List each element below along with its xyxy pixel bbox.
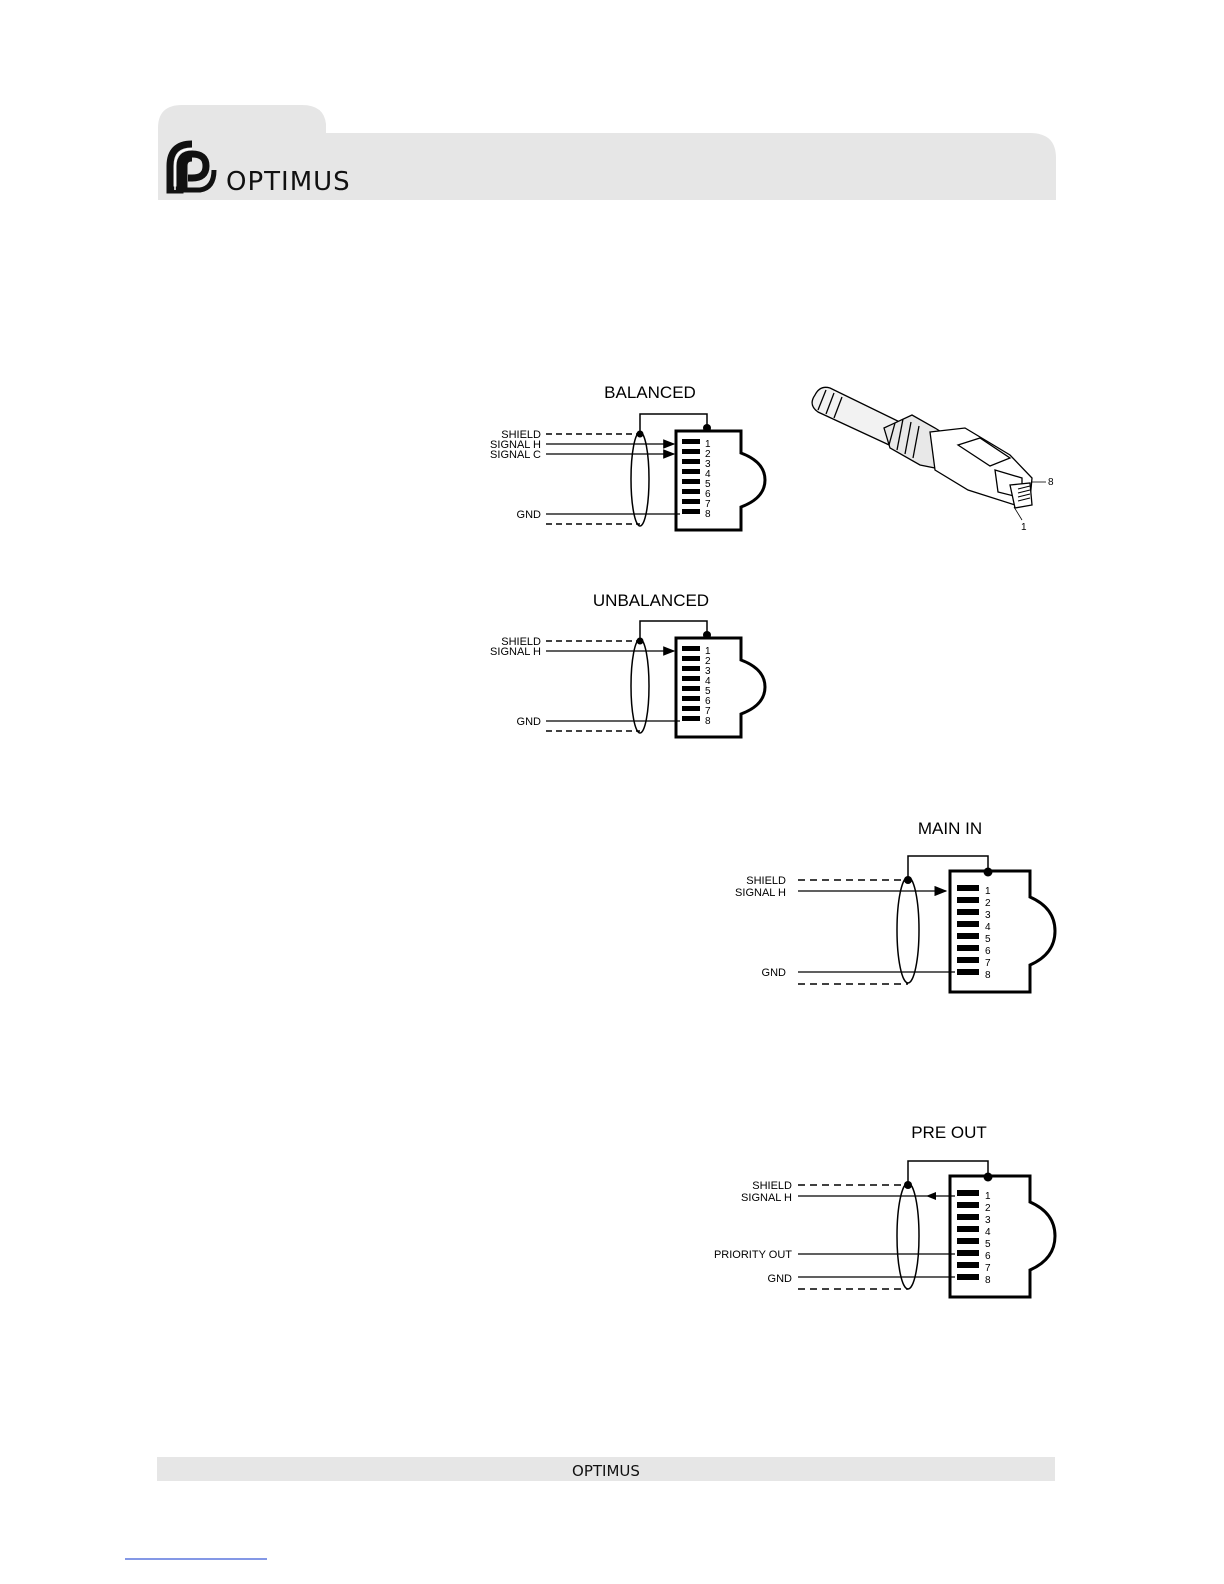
pre-out-title: PRE OUT [911,1123,987,1142]
svg-text:1: 1 [705,646,711,657]
svg-text:8: 8 [985,970,991,981]
label-signal-h: SIGNAL H [735,887,786,899]
label-gnd: GND [516,716,541,728]
svg-text:6: 6 [705,696,711,707]
label-priority-out: PRIORITY OUT [713,1249,792,1261]
svg-text:8: 8 [705,509,711,520]
svg-text:4: 4 [705,676,711,687]
svg-text:6: 6 [705,489,711,500]
plug-pin-label-8: 8 [1048,477,1054,488]
main-in-title: MAIN IN [917,819,983,838]
svg-text:5: 5 [705,686,711,697]
svg-text:4: 4 [705,469,711,480]
svg-text:4: 4 [985,1227,991,1238]
svg-text:6: 6 [985,946,991,957]
balanced-title: BALANCED [604,383,696,402]
label-signal-h: SIGNAL H [490,439,541,451]
label-signal-c: SIGNAL C [490,449,541,461]
svg-text:3: 3 [705,666,711,677]
svg-text:1: 1 [985,1191,991,1202]
svg-text:6: 6 [985,1251,991,1262]
label-gnd: GND [516,509,541,521]
svg-text:8: 8 [985,1275,991,1286]
svg-text:8: 8 [705,716,711,727]
svg-text:1: 1 [985,886,991,897]
svg-text:7: 7 [985,958,991,969]
label-shield: SHIELD [501,636,541,648]
svg-text:7: 7 [985,1263,991,1274]
svg-text:2: 2 [985,1203,991,1214]
svg-text:5: 5 [985,934,991,945]
label-shield: SHIELD [501,429,541,441]
svg-text:2: 2 [705,449,711,460]
label-signal-h: SIGNAL H [490,646,541,658]
header-brand: OPTIMUS [226,167,351,197]
svg-text:3: 3 [985,910,991,921]
svg-text:7: 7 [705,706,711,717]
label-shield: SHIELD [752,1180,792,1192]
unbalanced-title: UNBALANCED [592,591,710,610]
svg-text:2: 2 [985,898,991,909]
label-shield: SHIELD [746,875,786,887]
svg-text:7: 7 [705,499,711,510]
label-gnd: GND [767,1273,792,1285]
svg-text:2: 2 [705,656,711,667]
svg-text:1: 1 [705,439,711,450]
svg-text:4: 4 [985,922,991,933]
plug-pin-label-1: 1 [1021,522,1027,533]
label-gnd: GND [761,967,786,979]
svg-text:3: 3 [985,1215,991,1226]
svg-text:5: 5 [985,1239,991,1250]
footer-brand: OPTIMUS [572,1462,640,1480]
svg-text:3: 3 [705,459,711,470]
label-signal-h: SIGNAL H [741,1192,792,1204]
svg-text:5: 5 [705,479,711,490]
